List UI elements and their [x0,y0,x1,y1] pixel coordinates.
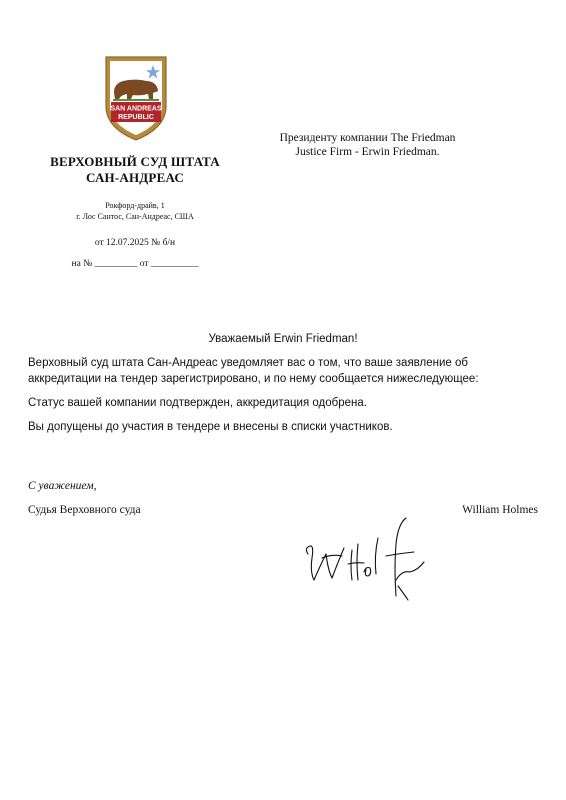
body-paragraph-2: Статус вашей компании подтвержден, аккредитация одобрена. [28,397,367,409]
recipient-line2: Justice Firm - Erwin Friedman. [295,146,440,158]
seal-text-line2: REPUBLIC [118,114,154,121]
court-address [20,200,250,222]
letter-body [28,355,538,443]
signer-position: Судья Верховного суда [28,504,141,516]
signer-name: William Holmes [462,504,538,516]
court-header [20,154,250,269]
court-name [20,154,250,186]
document-number: от 12.07.2025 № б/н [94,238,176,248]
letter-greeting: Уважаемый Erwin Friedman! [208,333,358,345]
body-paragraph-1: Верховный суд штата Сан-Андреас уведомляет вас о том, что ваше заявление об аккредитации на тендер зарегистрировано, и по нему сообщается нижеследующее: [28,357,479,385]
recipient-block [255,131,480,159]
court-name-line1: ВЕРХОВНЫЙ СУД ШТАТА [50,154,220,169]
letter-closing: С уважением, [28,480,97,492]
body-paragraph-3: Вы допущены до участия в тендере и внесены в списки участников. [28,421,393,433]
court-name-line2: САН-АНДРЕАС [86,170,184,185]
address-line2: г. Лос Сантос, Сан-Андреас, США [76,212,194,221]
reference-number: на № _________ от __________ [71,259,199,269]
address-line1: Рокфорд-драйв, 1 [105,201,165,210]
san-andreas-seal-logo [103,54,169,142]
handwritten-signature [298,510,428,606]
recipient-line1: Президенту компании The Friedman [279,132,456,144]
seal-text-line1: SAN ANDREAS [110,105,162,113]
